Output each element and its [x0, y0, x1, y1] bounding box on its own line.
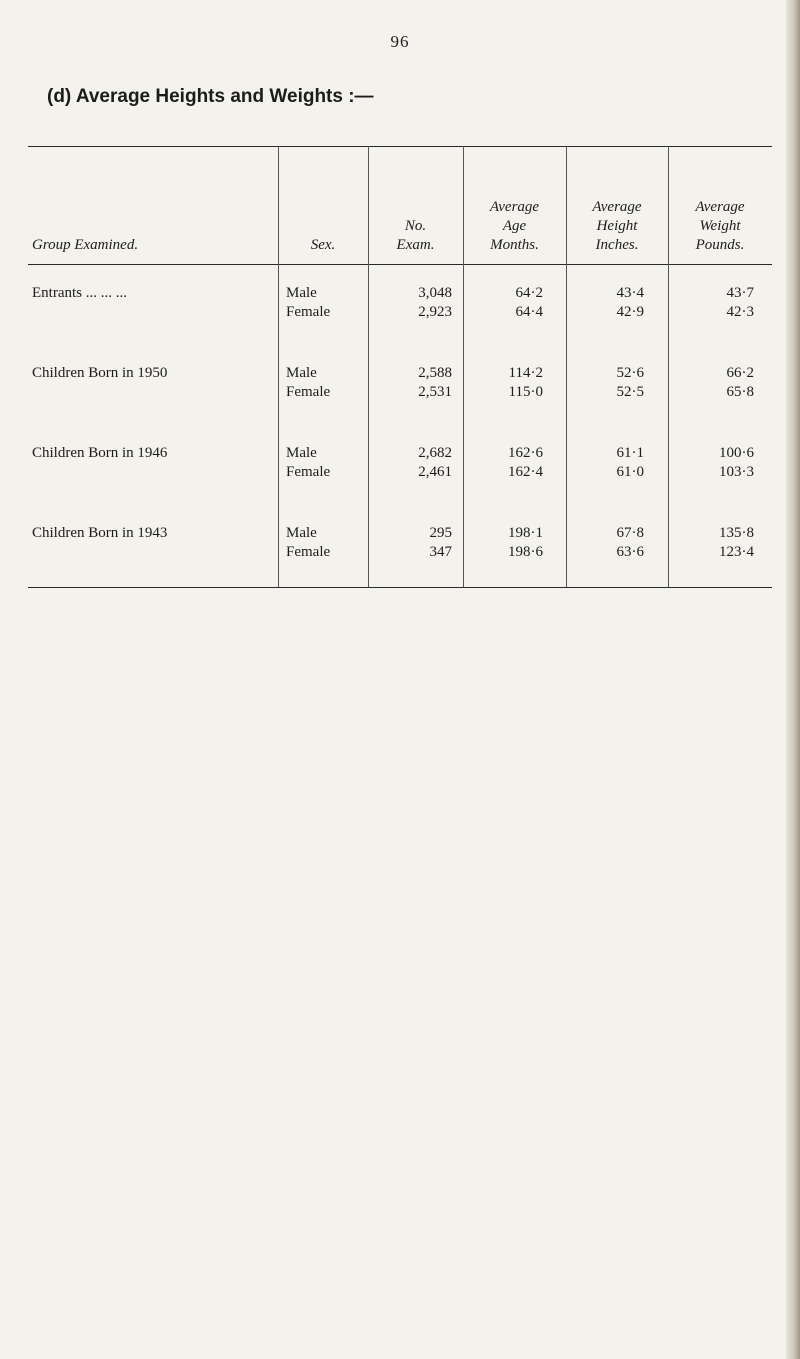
cell-height: 52·5 — [616, 384, 644, 400]
header-height-line1: Average — [592, 199, 642, 215]
header-weight-line3: Pounds. — [695, 237, 745, 253]
cell-weight: 103·3 — [719, 464, 754, 480]
header-group-examined: Group Examined. — [32, 237, 139, 253]
cell-weight: 100·6 — [719, 445, 754, 461]
cell-age: 162·6 — [508, 445, 543, 461]
cell-weight: 65·8 — [726, 384, 754, 400]
cell-height: 67·8 — [616, 525, 644, 541]
cell-sex: Female — [286, 304, 331, 320]
header-age-line1: Average — [489, 199, 540, 215]
cell-sex: Male — [286, 445, 317, 461]
cell-exam: 2,461 — [418, 464, 452, 480]
cell-height: 61·0 — [616, 464, 644, 480]
cell-weight: 135·8 — [719, 525, 754, 541]
table-header-rule — [28, 264, 772, 265]
cell-exam: 347 — [429, 544, 452, 560]
heights-weights-table — [28, 146, 772, 606]
header-weight-line1: Average — [695, 199, 745, 215]
header-exam-line1: No. — [404, 218, 427, 234]
header-height-line2: Height — [596, 218, 638, 234]
cell-sex: Female — [286, 464, 331, 480]
cell-exam: 295 — [429, 525, 452, 541]
header-weight-line2: Weight — [699, 218, 741, 234]
cell-age: 114·2 — [508, 365, 543, 381]
cell-height: 43·4 — [616, 285, 644, 301]
page-edge-shadow — [786, 0, 800, 1359]
cell-age: 64·2 — [515, 285, 543, 301]
page-number: 96 — [390, 32, 410, 51]
header-age-line2: Age — [502, 218, 527, 234]
cell-sex: Female — [286, 384, 331, 400]
cell-height: 52·6 — [616, 365, 644, 381]
cell-weight: 66·2 — [726, 365, 754, 381]
section-heading: (d) Average Heights and Weights :— — [47, 86, 374, 107]
header-sex: Sex. — [310, 237, 336, 253]
cell-exam: 3,048 — [418, 285, 452, 301]
cell-exam: 2,682 — [418, 445, 452, 461]
table-top-rule — [28, 146, 772, 147]
cell-sex: Male — [286, 525, 317, 541]
cell-weight: 123·4 — [719, 544, 754, 560]
cell-exam: 2,923 — [418, 304, 452, 320]
cell-sex: Male — [286, 285, 317, 301]
cell-exam: 2,531 — [418, 384, 452, 400]
cell-age: 162·4 — [508, 464, 543, 480]
group-name: Children Born in 1946 — [32, 445, 168, 461]
cell-exam: 2,588 — [418, 365, 452, 381]
cell-height: 61·1 — [616, 445, 644, 461]
cell-age: 115·0 — [508, 384, 543, 400]
cell-weight: 43·7 — [726, 285, 754, 301]
cell-age: 64·4 — [515, 304, 543, 320]
column-divider — [278, 146, 279, 587]
cell-age: 198·6 — [508, 544, 543, 560]
header-age-line3: Months. — [490, 237, 539, 253]
group-name: Children Born in 1943 — [32, 525, 168, 541]
cell-height: 42·9 — [616, 304, 644, 320]
cell-weight: 42·3 — [726, 304, 754, 320]
cell-sex: Male — [286, 365, 317, 381]
cell-age: 198·1 — [508, 525, 543, 541]
group-name: Entrants ... ... ... — [32, 285, 127, 301]
header-height-line3: Inches. — [595, 237, 639, 253]
group-name: Children Born in 1950 — [32, 365, 168, 381]
cell-sex: Female — [286, 544, 331, 560]
cell-height: 63·6 — [616, 544, 644, 560]
header-exam-line2: Exam. — [396, 237, 435, 253]
table-bottom-rule — [28, 587, 772, 588]
